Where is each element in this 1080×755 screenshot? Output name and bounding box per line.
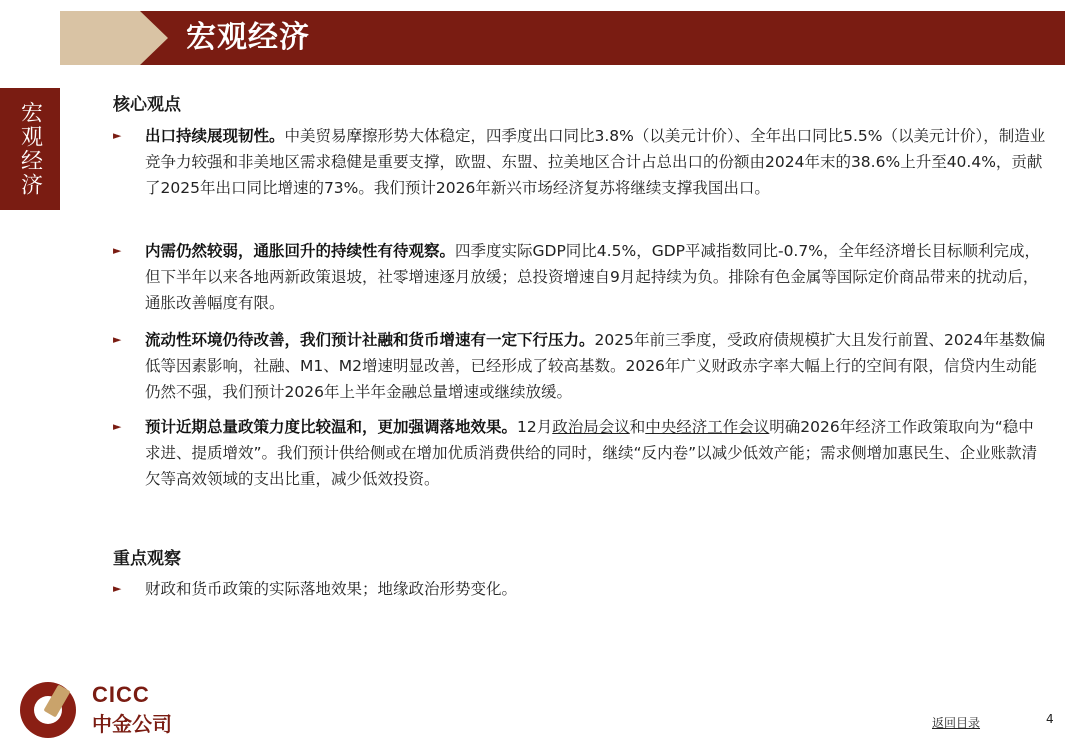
bullet-body: 财政和货币政策的实际落地效果；地缘政治形势变化。 [145, 580, 518, 598]
central-economic-work-conference-link[interactable]: 中央经济工作会议 [645, 418, 770, 436]
bullet-body: 四季度实际GDP同比4.5%，GDP平减指数同比-0.7%，全年经济增长目标顺利完成，但下半年以来各地两新政策退坡，社零增速逐月放缓；总投资增速自9月起持续为负。排除有色金属等国际定价商品带来的扰动后，通胀改善幅度有限。 [145, 242, 1040, 312]
triangle-bullet-icon: ► [113, 129, 122, 142]
bullet-lead: 出口持续展现韧性。 [145, 127, 285, 145]
core-bullet-3 [113, 327, 1048, 405]
cicc-logo [20, 682, 190, 738]
triangle-bullet-icon: ► [113, 582, 122, 595]
bullet-lead: 流动性环境仍待改善，我们预计社融和货币增速有一定下行压力。 [145, 331, 595, 349]
core-views-heading: 核心观点 [113, 95, 181, 115]
section-side-tab [0, 88, 60, 210]
core-bullet-2 [113, 238, 1048, 316]
bullet-body: 中美贸易摩擦形势大体稳定，四季度出口同比3.8%（以美元计价）、全年出口同比5.5%（以美元计价），制造业竞争力较强和非美地区需求稳健是重要支撑，欧盟、东盟、拉美地区合计占总出口的份额由2024年末的38.6%上升至40.4%，贡献了2025年出口同比增速的73%。我们预计2026年新兴市场经济复苏将继续支撑我国出口。 [145, 127, 1046, 197]
politburo-meeting-link[interactable]: 政治局会议 [552, 418, 630, 436]
bullet-body: 2025年前三季度，受政府债规模扩大且发行前置、2024年基数偏低等因素影响，社融、M1、M2增速明显改善，已经形成了较高基数。2026年广义财政赤字率大幅上行的空间有限，信贷内生动能仍然不强，我们预计2026年上半年金融总量增速或继续放缓。 [145, 331, 1046, 401]
triangle-bullet-icon: ► [113, 244, 122, 257]
logo-chinese: 中金公司 [92, 712, 172, 736]
core-bullet-1 [113, 123, 1048, 201]
page-number: 4 [1046, 712, 1054, 726]
bullet-lead: 预计近期总量政策力度比较温和，更加强调落地效果。 [145, 418, 518, 436]
triangle-bullet-icon: ► [113, 420, 122, 433]
logo-emblem-icon [20, 682, 76, 738]
logo-english: CICC [92, 682, 150, 707]
page-title: 宏观经济 [186, 20, 310, 55]
bullet-lead: 内需仍然较弱，通胀回升的持续性有待观察。 [145, 242, 456, 260]
bullet-body-part1: 12月 [517, 418, 553, 436]
core-bullet-4 [113, 414, 1048, 492]
bullet-body-part3: 明确2026年经济工作政策取向为“稳中求进、提质增效”。我们预计供给侧或在增加优质消费供给的同时，继续“反内卷”以减少低效产能；需求侧增加惠民生、企业账款清欠等高效领域的支出比重，减少低效投资。 [145, 418, 1038, 488]
focus-heading: 重点观察 [113, 549, 181, 569]
triangle-bullet-icon: ► [113, 333, 122, 346]
back-to-contents-link[interactable]: 返回目录 [932, 716, 981, 730]
section-side-tab-label: 宏观经济 [17, 101, 43, 197]
focus-bullet-1 [113, 576, 1048, 602]
bullet-body-part2: 和 [629, 418, 646, 436]
